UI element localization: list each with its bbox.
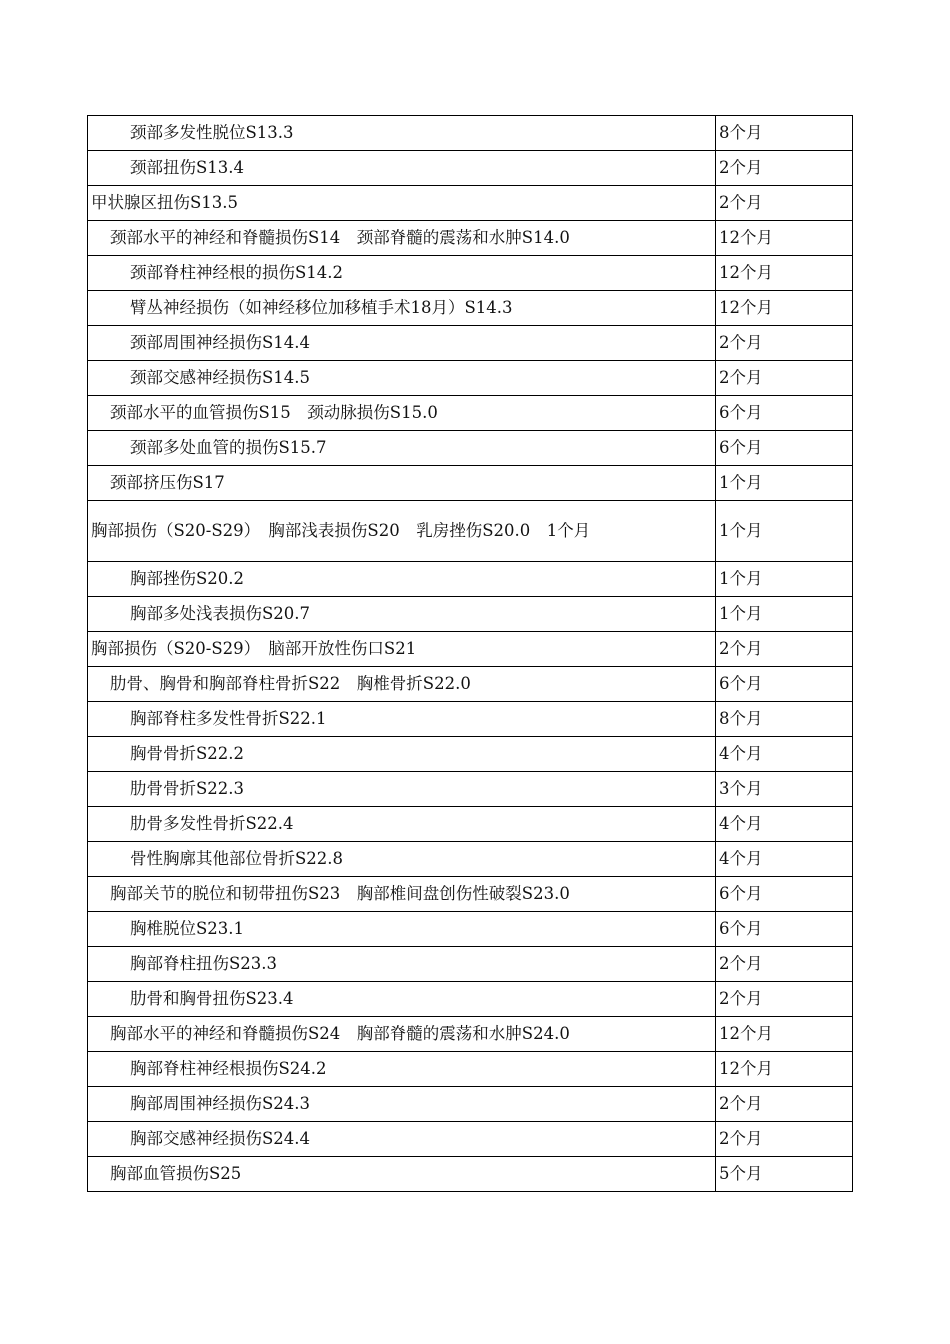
table-row: [88, 702, 853, 737]
duration-cell: 4个月: [716, 842, 853, 877]
table-row: [88, 221, 853, 256]
duration-cell: 1个月: [716, 501, 853, 562]
duration-cell: 12个月: [716, 256, 853, 291]
table-row: [88, 737, 853, 772]
duration-cell: 2个月: [716, 151, 853, 186]
injury-name-cell: 颈部水平的神经和脊髓损伤S14 颈部脊髓的震荡和水肿S14.0: [88, 221, 716, 256]
duration-cell: 1个月: [716, 597, 853, 632]
injury-name-cell: 骨性胸廓其他部位骨折S22.8: [88, 842, 716, 877]
table-row: [88, 1157, 853, 1192]
table-row: [88, 326, 853, 361]
injury-duration-table: [87, 115, 853, 1192]
duration-cell: 1个月: [716, 562, 853, 597]
injury-name-cell: 肋骨、胸骨和胸部脊柱骨折S22 胸椎骨折S22.0: [88, 667, 716, 702]
duration-cell: 2个月: [716, 1087, 853, 1122]
injury-name-cell: 胸部周围神经损伤S24.3: [88, 1087, 716, 1122]
table-row: [88, 1087, 853, 1122]
table-row: [88, 912, 853, 947]
duration-cell: 8个月: [716, 702, 853, 737]
injury-name-cell: 肋骨和胸骨扭伤S23.4: [88, 982, 716, 1017]
duration-cell: 2个月: [716, 982, 853, 1017]
table-row: [88, 151, 853, 186]
table-body: [88, 116, 853, 1192]
table-row: [88, 361, 853, 396]
injury-name-cell: 胸部关节的脱位和韧带扭伤S23 胸部椎间盘创伤性破裂S23.0: [88, 877, 716, 912]
injury-name-cell: 颈部交感神经损伤S14.5: [88, 361, 716, 396]
table-row: [88, 772, 853, 807]
injury-name-cell: 胸部血管损伤S25: [88, 1157, 716, 1192]
duration-cell: 12个月: [716, 291, 853, 326]
table-row: [88, 982, 853, 1017]
table-row: [88, 877, 853, 912]
duration-cell: 3个月: [716, 772, 853, 807]
duration-cell: 2个月: [716, 947, 853, 982]
injury-name-cell: 甲状腺区扭伤S13.5: [88, 186, 716, 221]
injury-name-cell: 胸部水平的神经和脊髓损伤S24 胸部脊髓的震荡和水肿S24.0: [88, 1017, 716, 1052]
table-row: [88, 1122, 853, 1157]
table-row: [88, 842, 853, 877]
injury-name-cell: 胸部损伤（S20-S29） 脑部开放性伤口S21: [88, 632, 716, 667]
duration-cell: 12个月: [716, 1017, 853, 1052]
table-row: [88, 562, 853, 597]
duration-cell: 12个月: [716, 221, 853, 256]
duration-cell: 6个月: [716, 877, 853, 912]
table-row: [88, 501, 853, 562]
duration-cell: 2个月: [716, 186, 853, 221]
injury-name-cell: 胸部交感神经损伤S24.4: [88, 1122, 716, 1157]
injury-name-cell: 胸部挫伤S20.2: [88, 562, 716, 597]
injury-name-cell: 颈部挤压伤S17: [88, 466, 716, 501]
table-row: [88, 291, 853, 326]
table-row: [88, 1052, 853, 1087]
injury-name-cell: 胸部脊柱多发性骨折S22.1: [88, 702, 716, 737]
injury-name-cell: 胸部多处浅表损伤S20.7: [88, 597, 716, 632]
table-row: [88, 667, 853, 702]
table-row: [88, 947, 853, 982]
duration-cell: 4个月: [716, 737, 853, 772]
table-row: [88, 1017, 853, 1052]
table-row: [88, 632, 853, 667]
duration-cell: 1个月: [716, 466, 853, 501]
injury-name-cell: 肋骨多发性骨折S22.4: [88, 807, 716, 842]
duration-cell: 2个月: [716, 632, 853, 667]
injury-name-cell: 臂丛神经损伤（如神经移位加移植手术18月）S14.3: [88, 291, 716, 326]
table-row: [88, 466, 853, 501]
injury-name-cell: 胸部脊柱扭伤S23.3: [88, 947, 716, 982]
injury-name-cell: 颈部脊柱神经根的损伤S14.2: [88, 256, 716, 291]
duration-cell: 6个月: [716, 912, 853, 947]
injury-name-cell: 颈部水平的血管损伤S15 颈动脉损伤S15.0: [88, 396, 716, 431]
injury-name-cell: 胸部脊柱神经根损伤S24.2: [88, 1052, 716, 1087]
duration-cell: 6个月: [716, 396, 853, 431]
duration-cell: 12个月: [716, 1052, 853, 1087]
injury-name-cell: 胸部损伤（S20-S29） 胸部浅表损伤S20 乳房挫伤S20.0 1个月: [88, 501, 716, 562]
duration-cell: 6个月: [716, 667, 853, 702]
duration-cell: 5个月: [716, 1157, 853, 1192]
table-row: [88, 116, 853, 151]
table-row: [88, 597, 853, 632]
duration-cell: 4个月: [716, 807, 853, 842]
duration-cell: 2个月: [716, 1122, 853, 1157]
injury-name-cell: 颈部多处血管的损伤S15.7: [88, 431, 716, 466]
duration-cell: 2个月: [716, 326, 853, 361]
injury-name-cell: 胸骨骨折S22.2: [88, 737, 716, 772]
table-row: [88, 807, 853, 842]
injury-name-cell: 颈部周围神经损伤S14.4: [88, 326, 716, 361]
duration-cell: 2个月: [716, 361, 853, 396]
table-row: [88, 431, 853, 466]
injury-name-cell: 颈部扭伤S13.4: [88, 151, 716, 186]
injury-name-cell: 胸椎脱位S23.1: [88, 912, 716, 947]
duration-cell: 8个月: [716, 116, 853, 151]
table-row: [88, 396, 853, 431]
table-row: [88, 186, 853, 221]
injury-name-cell: 颈部多发性脱位S13.3: [88, 116, 716, 151]
table-row: [88, 256, 853, 291]
duration-cell: 6个月: [716, 431, 853, 466]
injury-name-cell: 肋骨骨折S22.3: [88, 772, 716, 807]
